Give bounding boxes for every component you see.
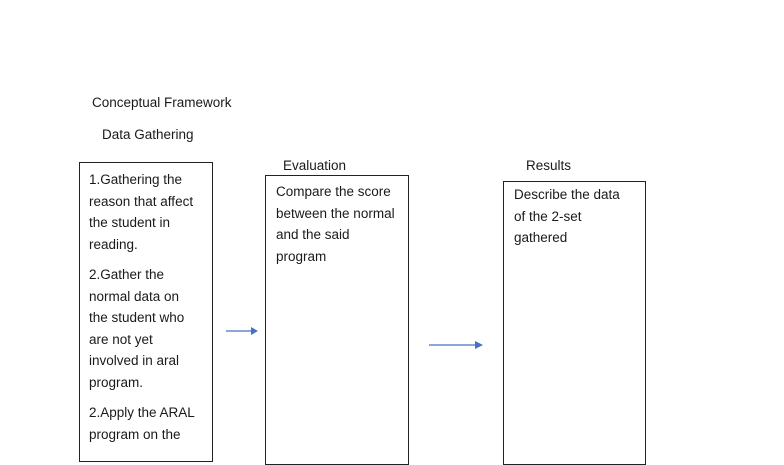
arrow-right-icon — [427, 339, 491, 351]
results-box — [503, 181, 646, 465]
evaluation-text: Compare the score between the normal and the said program — [276, 184, 395, 264]
arrow-right-icon — [224, 325, 264, 337]
data-gathering-item-1: 1.Gathering the reason that affect the student in reading. — [89, 172, 194, 252]
data-gathering-item-2: 2.Gather the normal data on the student who are not yet involved in aral program. — [89, 267, 185, 390]
results-heading: Results — [526, 158, 572, 173]
results-text: Describe the data of the 2-set gathered — [514, 187, 620, 245]
framework-title: Conceptual Framework — [92, 95, 232, 110]
evaluation-heading: Evaluation — [283, 158, 347, 173]
data-gathering-box — [79, 162, 213, 462]
evaluation-box — [265, 175, 409, 465]
data-gathering-item-3: 2.Apply the ARAL program on the — [89, 405, 195, 442]
data-gathering-heading: Data Gathering — [102, 127, 194, 142]
